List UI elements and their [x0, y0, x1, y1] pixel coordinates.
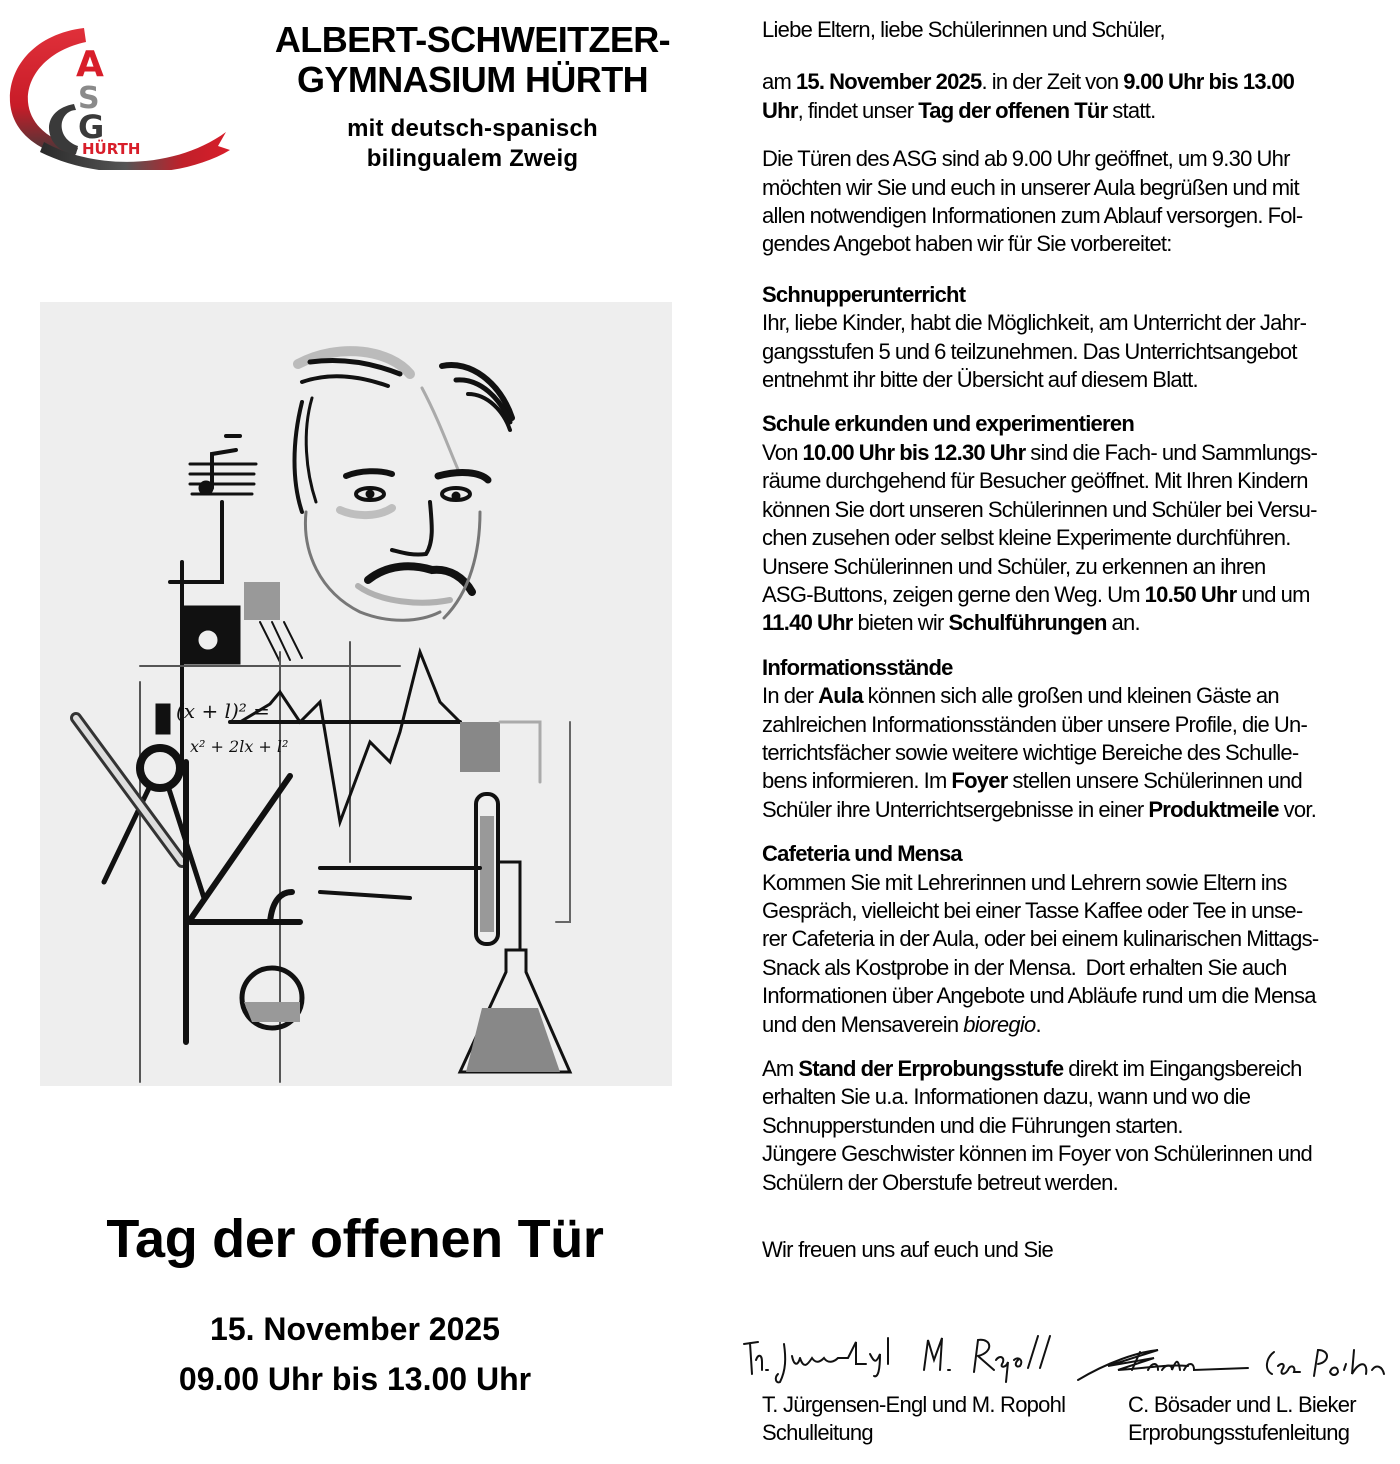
logo-town: HÜRTH [82, 140, 141, 158]
signatory-block-left [762, 1391, 1065, 1447]
illustration-formula-2: x² + 2lx + l² [190, 737, 289, 756]
event-time: 09.00 Uhr bis 13.00 Uhr [178, 1361, 532, 1397]
handwritten-signature-left [738, 1330, 1058, 1385]
section-erprobungsstufe: Am Stand der Erprobungsstufe direkt im Eingangsbereich erhalten Sie u.a. Informationen dazu, wann und wo die Schnupperstunden und die Führungen starten. Jüngere Geschwister können im Foyer von Schülerinnen und Schülern der Oberstufe betreut werden. [762, 1056, 1313, 1195]
handwritten-signature-right [1068, 1340, 1393, 1385]
signatory-role-right: Erprobungsstufenleitung [1128, 1420, 1350, 1445]
logo-letter-s: S [78, 81, 100, 116]
school-subtitle [240, 114, 705, 174]
signature-schulleitung [738, 1330, 1058, 1385]
school-name-line2: GYMNASIUM HÜRTH [297, 59, 648, 100]
school-logo [4, 20, 234, 170]
asg-logo-graphic [4, 20, 234, 170]
letter-intro: am 15. November 2025. in der Zeit von 9.00 Uhr bis 13.00 Uhr, findet unser Tag der offenen Tür statt. [762, 69, 1295, 123]
school-name-line1: ALBERT-SCHWEITZER- [274, 19, 671, 60]
signatory-role-left: Schulleitung [762, 1420, 873, 1445]
letter-greeting: Liebe Eltern, liebe Schülerinnen und Schüler, [762, 17, 1165, 42]
logo-red-arc [10, 28, 86, 158]
signature-erprobungsstufenleitung [1068, 1340, 1393, 1385]
signatory-names-left: T. Jürgensen-Engl und M. Ropohl [762, 1392, 1066, 1417]
invitation-letter [762, 16, 1394, 1197]
logo-letter-g: G [78, 108, 105, 146]
event-title: Tag der offenen Tür [106, 1209, 604, 1269]
section-schnupperunterricht: Schnupperunterricht Ihr, liebe Kinder, habt die Möglichkeit, am Unterricht der Jahr- gangsstufen 5 und 6 teilzunehmen. Das Unterrichtsangebot entnehmt ihr bitte der Übersicht auf diesem Blatt. [762, 281, 1394, 395]
section-schule-erkunden: Schule erkunden und experimentieren Von 10.00 Uhr bis 12.30 Uhr sind die Fach- und Sammlungs- räume durchgehend für Besucher geöffnet. Mit Ihren Kindern können Sie dort unseren Schülerinnen und Schüler bei Versu- chen zusehen oder selbst kleine Experimente durchführen. Unsere Schülerinnen und Schüler, zu erkennen an ihren ASG-Buttons, zeigen gerne den Weg. Um 10.50 Uhr und um 11.40 Uhr bieten wir Schulführungen an. [762, 410, 1394, 637]
section-heading: Schnupperunterricht [762, 281, 966, 307]
logo-letter-a: A [76, 44, 104, 85]
section-heading: Informationsstände [762, 654, 953, 680]
school-subtitle-line2: bilingualem Zweig [366, 145, 579, 172]
school-name [240, 20, 705, 100]
section-cafeteria-mensa: Cafeteria und Mensa Kommen Sie mit Lehrerinnen und Lehrern sowie Eltern ins Gespräch, vielleicht bei einer Tasse Kaffee oder Tee in unse- rer Cafeteria in der Aula, oder bei einem kulinarischen Mittags- Snack als Kostprobe in der Mensa. Dort erhalten Sie auch Informationen über Angebote und Abläufe rund um die Mensa und den Mensaverein bioregio. [762, 840, 1394, 1039]
illustration-formula-1: (x + l)² = [176, 699, 270, 723]
section-informationsstaende: Informationsstände In der Aula können sich alle großen und kleinen Gäste an zahlreichen Informationsständen über unsere Profile, die Un- terrichtsfächer sowie weitere wichtige Bereiche des Schulle- bens informieren. Im Foyer stellen unsere Schülerinnen und Schüler ihre Unterrichtsergebnisse in einer Produktmeile vor. [762, 654, 1394, 824]
letter-doors-paragraph: Die Türen des ASG sind ab 9.00 Uhr geöffnet, um 9.30 Uhr möchten wir Sie und euch in unserer Aula begrüßen und mit allen notwendigen Informationen zum Ablauf versorgen. Fol- gendes Angebot haben wir für Sie vorbereitet: [762, 146, 1303, 257]
ink-illustration-schweitzer [40, 302, 672, 1086]
letter-closing: Wir freuen uns auf euch und Sie [762, 1237, 1054, 1262]
illustration-drawing [40, 302, 672, 1086]
section-heading: Cafeteria und Mensa [762, 841, 962, 867]
signatory-block-right [1128, 1391, 1356, 1447]
signatory-names-right: C. Bösader und L. Bieker [1128, 1392, 1356, 1417]
school-subtitle-line1: mit deutsch-spanisch [347, 115, 598, 142]
section-heading: Schule erkunden und experimentieren [762, 411, 1135, 437]
event-date: 15. November 2025 [210, 1311, 500, 1347]
